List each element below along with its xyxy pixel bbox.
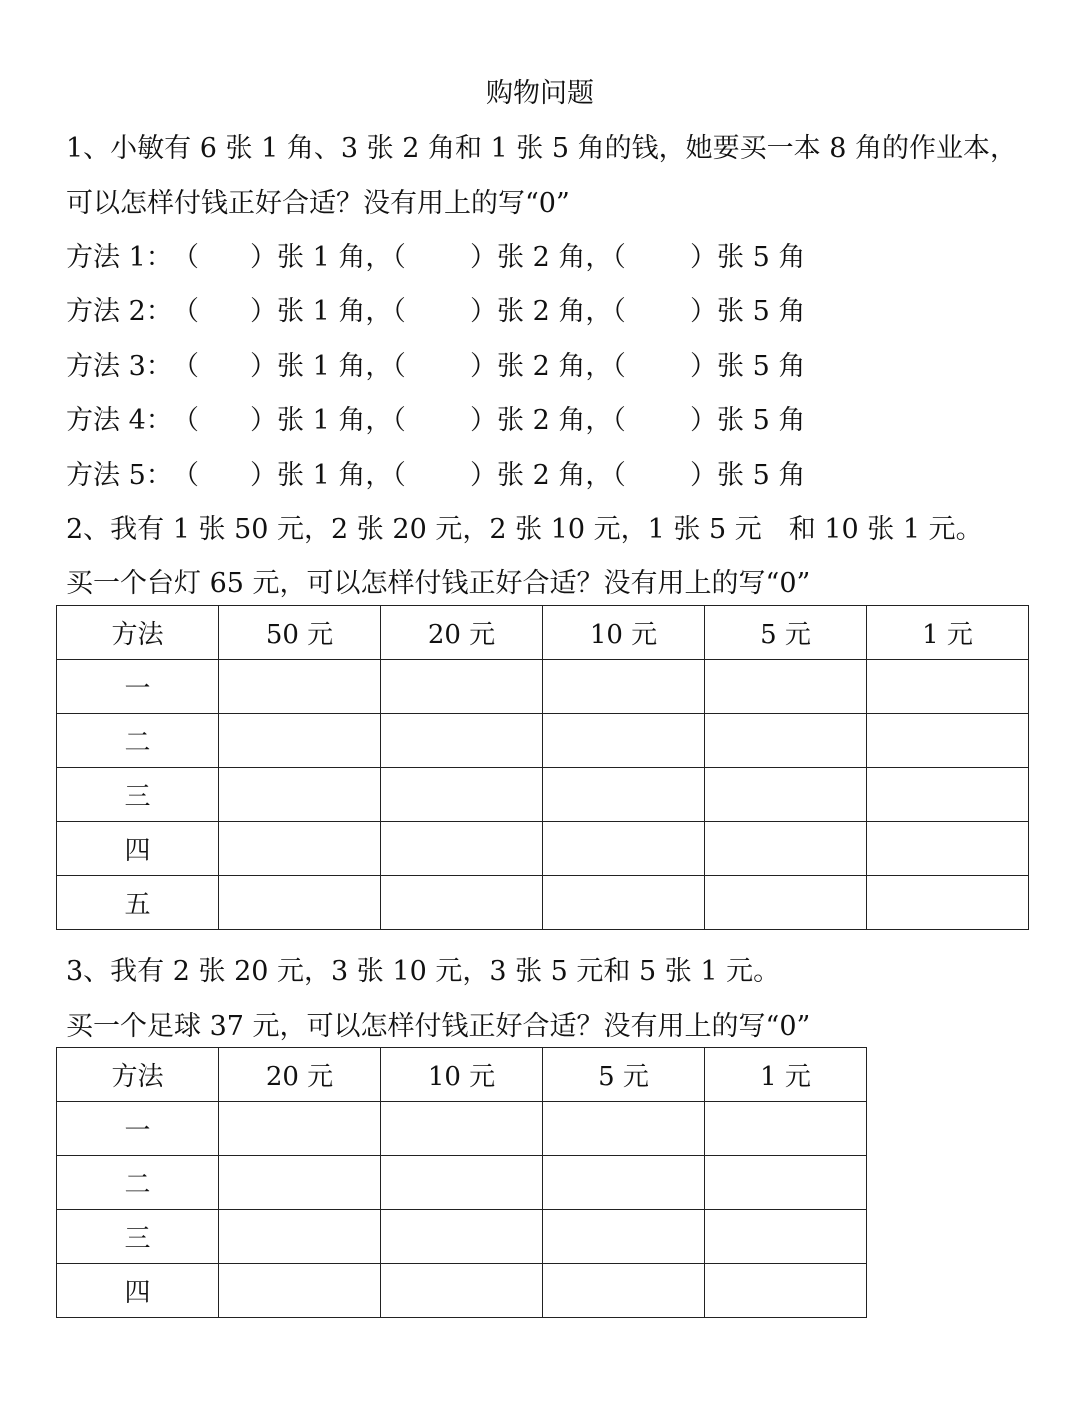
- answer-cell[interactable]: [219, 822, 381, 876]
- answer-blank[interactable]: [640, 347, 688, 387]
- column-header: 1 元: [705, 1048, 867, 1102]
- method-unit-text: ）张 5 角: [690, 296, 806, 327]
- answer-cell[interactable]: [867, 660, 1029, 714]
- row-label: 一: [57, 660, 219, 714]
- table-row: [57, 768, 1029, 822]
- method-label: 方法 5：: [66, 460, 173, 491]
- answer-cell[interactable]: [219, 714, 381, 768]
- answer-cell[interactable]: [543, 822, 705, 876]
- method-unit-text: ）张 5 角: [690, 405, 806, 436]
- answer-cell[interactable]: [219, 660, 381, 714]
- table-header-row: [57, 606, 1029, 660]
- row-label: 二: [57, 714, 219, 768]
- row-label: 一: [57, 1102, 219, 1156]
- q3-text-line2: 买一个足球 37 元，可以怎样付钱正好合适？没有用上的写“0”: [66, 1011, 811, 1042]
- answer-blank[interactable]: [640, 456, 688, 496]
- table-row: [57, 660, 1029, 714]
- answer-cell[interactable]: [705, 1102, 867, 1156]
- answer-cell[interactable]: [705, 1210, 867, 1264]
- answer-cell[interactable]: [543, 1156, 705, 1210]
- answer-cell[interactable]: [381, 768, 543, 822]
- answer-cell[interactable]: [705, 876, 867, 930]
- table-row: [57, 876, 1029, 930]
- answer-blank[interactable]: [200, 238, 248, 278]
- answer-cell[interactable]: [705, 768, 867, 822]
- column-header: 10 元: [381, 1048, 543, 1102]
- answer-cell[interactable]: [543, 768, 705, 822]
- answer-cell[interactable]: [381, 660, 543, 714]
- answer-cell[interactable]: [381, 1210, 543, 1264]
- answer-cell[interactable]: [219, 1264, 381, 1318]
- answer-blank[interactable]: [640, 238, 688, 278]
- table-row: [57, 1210, 867, 1264]
- q2-answer-table: [56, 605, 1029, 930]
- q2-text-line2: 买一个台灯 65 元，可以怎样付钱正好合适？没有用上的写“0”: [66, 568, 811, 599]
- column-header: 5 元: [543, 1048, 705, 1102]
- q1-text-line2: 可以怎样付钱正好合适？没有用上的写“0”: [66, 188, 570, 219]
- q3-text-line1: 3、我有 2 张 20 元，3 张 10 元，3 张 5 元和 5 张 1 元。: [66, 956, 781, 987]
- answer-cell[interactable]: [381, 1156, 543, 1210]
- answer-cell[interactable]: [705, 1264, 867, 1318]
- q3-answer-table: [56, 1047, 867, 1318]
- method-unit-text: ）张 1 角，（: [250, 296, 406, 327]
- answer-cell[interactable]: [219, 1156, 381, 1210]
- q2-text-line1: 2、我有 1 张 50 元，2 张 20 元，2 张 10 元，1 张 5 元 和 10 张 1 元。: [66, 514, 983, 545]
- page-title: 购物问题: [486, 78, 594, 109]
- answer-cell[interactable]: [543, 1264, 705, 1318]
- table-header-row: [57, 1048, 867, 1102]
- table-row: [57, 714, 1029, 768]
- column-header: 方法: [57, 1048, 219, 1102]
- answer-cell[interactable]: [867, 714, 1029, 768]
- answer-cell[interactable]: [219, 1210, 381, 1264]
- column-header: 方法: [57, 606, 219, 660]
- answer-blank[interactable]: [420, 456, 468, 496]
- answer-cell[interactable]: [705, 1156, 867, 1210]
- table-row: [57, 1156, 867, 1210]
- table-row: [57, 1264, 867, 1318]
- answer-blank[interactable]: [420, 347, 468, 387]
- answer-blank[interactable]: [420, 401, 468, 441]
- column-header: 20 元: [381, 606, 543, 660]
- answer-cell[interactable]: [381, 714, 543, 768]
- method-unit-text: ）张 5 角: [690, 242, 806, 273]
- answer-cell[interactable]: [543, 1210, 705, 1264]
- row-label: 五: [57, 876, 219, 930]
- row-label: 三: [57, 768, 219, 822]
- method-unit-text: ）张 2 角，（: [470, 460, 626, 491]
- method-unit-text: ）张 2 角，（: [470, 351, 626, 382]
- answer-blank[interactable]: [200, 401, 248, 441]
- answer-cell[interactable]: [543, 660, 705, 714]
- method-unit-text: ）张 1 角，（: [250, 460, 406, 491]
- method-label: 方法 2：: [66, 296, 173, 327]
- answer-blank[interactable]: [640, 292, 688, 332]
- answer-cell[interactable]: [543, 1102, 705, 1156]
- method-unit-text: ）张 5 角: [690, 460, 806, 491]
- column-header: 50 元: [219, 606, 381, 660]
- method-unit-text: ）张 2 角，（: [470, 405, 626, 436]
- answer-cell[interactable]: [381, 1102, 543, 1156]
- answer-cell[interactable]: [867, 768, 1029, 822]
- answer-cell[interactable]: [705, 660, 867, 714]
- answer-cell[interactable]: [867, 876, 1029, 930]
- answer-cell[interactable]: [543, 714, 705, 768]
- table-row: [57, 822, 1029, 876]
- method-label: 方法 1：: [66, 242, 173, 273]
- answer-blank[interactable]: [200, 456, 248, 496]
- row-label: 三: [57, 1210, 219, 1264]
- method-label: 方法 3：: [66, 351, 173, 382]
- method-unit-text: ）张 1 角，（: [250, 351, 406, 382]
- answer-blank[interactable]: [420, 238, 468, 278]
- method-unit-text: ）张 1 角，（: [250, 242, 406, 273]
- row-label: 四: [57, 1264, 219, 1318]
- open-paren: （: [172, 242, 199, 273]
- row-label: 四: [57, 822, 219, 876]
- answer-cell[interactable]: [381, 1264, 543, 1318]
- answer-cell[interactable]: [219, 876, 381, 930]
- table-row: [57, 1102, 867, 1156]
- open-paren: （: [172, 460, 199, 491]
- answer-cell[interactable]: [381, 876, 543, 930]
- answer-cell[interactable]: [705, 822, 867, 876]
- method-unit-text: ）张 2 角，（: [470, 296, 626, 327]
- column-header: 1 元: [867, 606, 1029, 660]
- answer-cell[interactable]: [543, 876, 705, 930]
- method-label: 方法 4：: [66, 405, 173, 436]
- open-paren: （: [172, 405, 199, 436]
- method-unit-text: ）张 2 角，（: [470, 242, 626, 273]
- answer-blank[interactable]: [200, 347, 248, 387]
- column-header: 20 元: [219, 1048, 381, 1102]
- answer-blank[interactable]: [640, 401, 688, 441]
- row-label: 二: [57, 1156, 219, 1210]
- open-paren: （: [172, 296, 199, 327]
- column-header: 10 元: [543, 606, 705, 660]
- answer-cell[interactable]: [219, 1102, 381, 1156]
- answer-cell[interactable]: [381, 822, 543, 876]
- answer-cell[interactable]: [705, 714, 867, 768]
- answer-blank[interactable]: [200, 292, 248, 332]
- q1-text-line1: 1、小敏有 6 张 1 角、3 张 2 角和 1 张 5 角的钱，她要买一本 8 角的作业本，: [66, 133, 1017, 164]
- answer-blank[interactable]: [420, 292, 468, 332]
- answer-cell[interactable]: [219, 768, 381, 822]
- method-unit-text: ）张 1 角，（: [250, 405, 406, 436]
- method-unit-text: ）张 5 角: [690, 351, 806, 382]
- answer-cell[interactable]: [867, 822, 1029, 876]
- open-paren: （: [172, 351, 199, 382]
- column-header: 5 元: [705, 606, 867, 660]
